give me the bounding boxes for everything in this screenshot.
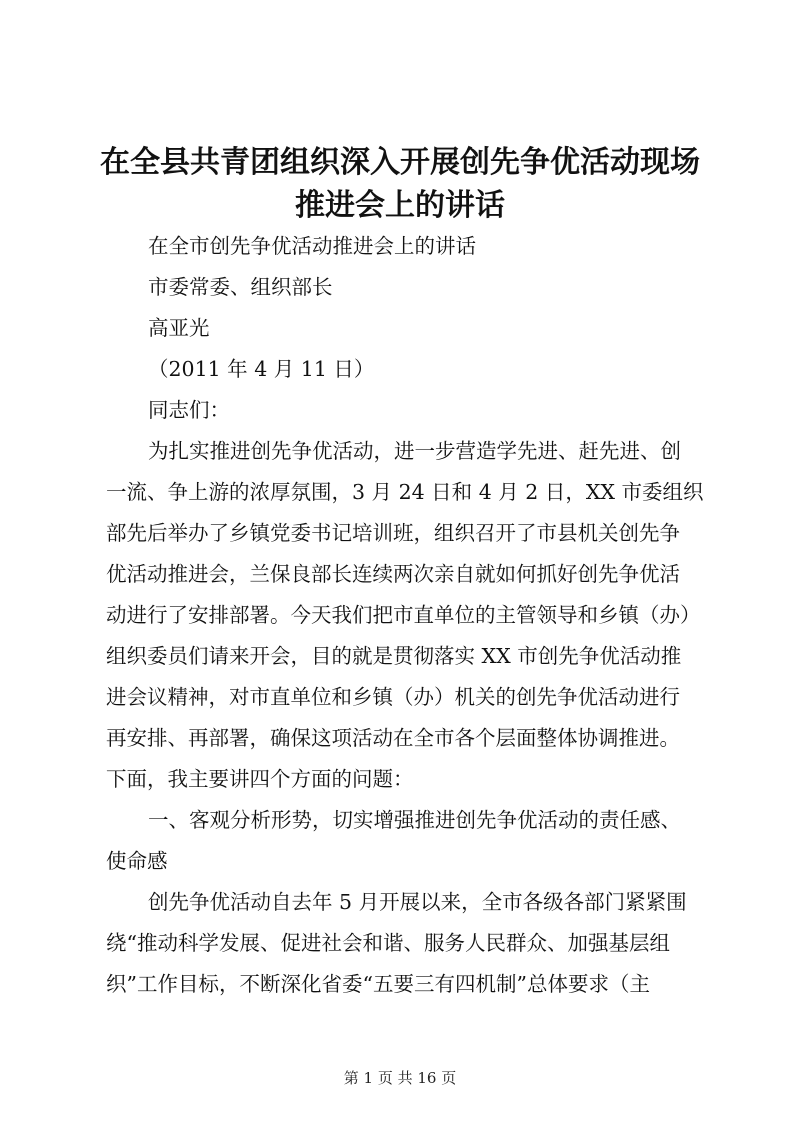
- paragraph-line: 一流、争上游的浓厚氛围，3 月 24 日和 4 月 2 日，XX 市委组织: [106, 480, 704, 504]
- speaker-name: 高亚光: [148, 316, 210, 340]
- speaker-position: 市委常委、组织部长: [148, 275, 333, 299]
- paragraph-line: 织”工作目标，不断深化省委“五要三有四机制”总体要求（主: [106, 972, 650, 996]
- section-heading: 一、客观分析形势，切实增强推进创先争优活动的责任感、: [148, 808, 681, 832]
- paragraph-line: 优活动推进会，兰保良部长连续两次亲自就如何抓好创先争优活: [106, 562, 680, 586]
- paragraph-line: 为扎实推进创先争优活动，进一步营造学先进、赶先进、创: [148, 439, 681, 463]
- salutation: 同志们：: [148, 398, 230, 422]
- paragraph-line: 动进行了安排部署。今天我们把市直单位的主管领导和乡镇（办）: [106, 603, 701, 627]
- paragraph-line: 绕“推动科学发展、促进社会和谐、服务人民群众、加强基层组: [106, 931, 670, 955]
- paragraph-line: 创先争优活动自去年 5 月开展以来，全市各级各部门紧紧围: [148, 890, 687, 914]
- paragraph-line: 下面，我主要讲四个方面的问题：: [106, 767, 414, 791]
- subtitle: 在全市创先争优活动推进会上的讲话: [148, 234, 476, 258]
- speech-date: （2011 年 4 月 11 日）: [148, 357, 375, 381]
- paragraph-line: 进会议精神，对市直单位和乡镇（办）机关的创先争优活动进行: [106, 685, 680, 709]
- document-title-line-2: 推进会上的讲话: [295, 188, 505, 223]
- section-heading: 使命感: [106, 849, 168, 873]
- page-number: 第 1 页 共 16 页: [343, 1069, 457, 1087]
- paragraph-line: 再安排、再部署，确保这项活动在全市各个层面整体协调推进。: [106, 726, 680, 750]
- paragraph-line: 部先后举办了乡镇党委书记培训班，组织召开了市县机关创先争: [106, 521, 680, 545]
- document-title-line-1: 在全县共青团组织深入开展创先争优活动现场: [100, 145, 700, 180]
- paragraph-line: 组织委员们请来开会，目的就是贯彻落实 XX 市创先争优活动推: [106, 644, 682, 668]
